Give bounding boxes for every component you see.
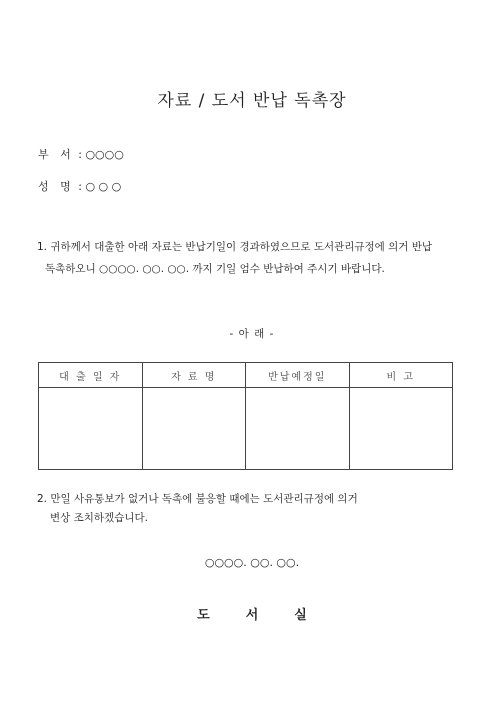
department-value: : ○○○○ [78,148,124,161]
paragraph-2-line-2: 변상 조치하겠습니다. [50,512,148,524]
header-loan-date: 대 출 일 자 [39,363,143,388]
department-label: 부 서 [38,148,75,161]
document-title: 자료 / 도서 반납 독촉장 [157,91,347,111]
issuing-office: 도서실 [197,608,343,623]
paragraph-2-line-1: 2. 만일 사유통보가 없거나 독촉에 불응할 때에는 도서관리규정에 의거 [37,493,358,505]
table-row [39,388,453,470]
cell-remarks [349,388,453,470]
cell-material-name [142,388,246,470]
paragraph-1-line-2: 독촉하오니 ○○○○. ○○. ○○. 까지 기일 엄수 반납하여 주시기 바랍니다. [45,263,385,275]
cell-loan-date [39,388,143,470]
document-date: ○○○○. ○○. ○○. [204,556,300,569]
header-material-name: 자 료 명 [142,363,246,388]
department-field [38,146,124,162]
cell-due-date [246,388,350,470]
header-due-date: 반납예정일 [246,363,350,388]
name-field [38,178,121,194]
name-value: : ○ ○ ○ [78,180,122,193]
name-label: 성 명 [38,180,75,193]
items-table [38,362,453,470]
paragraph-1-line-1: 1. 귀하께서 대출한 아래 자료는 반납기일이 경과하였으므로 도서관리규정에 의거 반납 [37,241,433,253]
table-header-row [39,363,453,388]
notice-heading: - 아 래 - [229,328,275,340]
header-remarks: 비 고 [349,363,453,388]
